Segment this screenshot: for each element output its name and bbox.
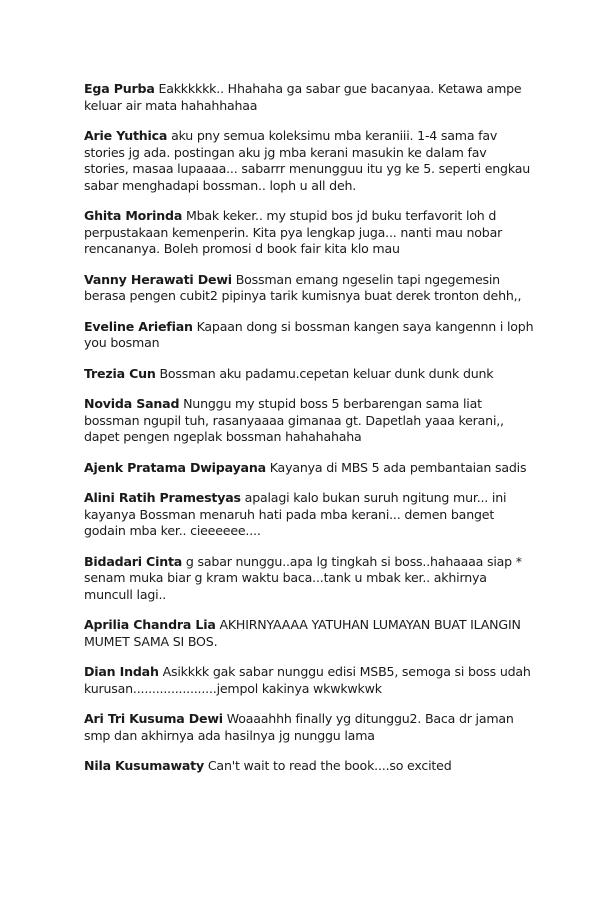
comment-list [84, 81, 534, 789]
comment-author: Ghita Morinda [84, 208, 183, 223]
comment-author: Arie Yuthica [84, 128, 168, 143]
comment-text: Kayanya di MBS 5 ada pembantaian sadis [269, 459, 527, 475]
comment-item [84, 319, 534, 352]
comment-author: Eveline Ariefian [84, 318, 193, 334]
comment-text: AKHIRNYAAAA YATUHAN LUMAYAN BUAT ILANGIN MUMET SAMA SI BOS. [84, 617, 521, 649]
comment-item [84, 366, 534, 383]
comment-item [84, 81, 534, 114]
comment-item [84, 272, 534, 305]
comment-text: Woaaahhh finally yg ditunggu2. Baca dr jaman smp dan akhirnya ada hasilnya jg nunggu lama [84, 711, 514, 743]
comment-text: g sabar nunggu..apa lg tingkah si boss..hahaaaa siap * senam muka biar g kram waktu baca...tank u mbak ker.. akhirnya muncull lagi.. [84, 553, 522, 602]
comment-author: Ajenk Pratama Dwipayana [84, 459, 266, 475]
comment-item [84, 490, 534, 540]
comment-text: Bossman emang ngeselin tapi ngegemesin berasa pengen cubit2 pipinya tarik kumisnya buat derek tronton dehh,, [84, 271, 522, 303]
comment-author: Nila Kusumawaty [84, 758, 205, 773]
comment-item [84, 396, 534, 446]
comment-item [84, 460, 534, 477]
comment-author: Trezia Cun [84, 365, 156, 381]
comment-item [84, 664, 534, 697]
comment-text: apalagi kalo bukan suruh ngitung mur... ini kayanya Bossman menaruh hati pada mba kerani... demen banget godain mba ker.. cieeeeee.... [84, 490, 507, 538]
comment-text: aku pny semua koleksimu mba keraniii. 1-4 sama fav stories jg ada. postingan aku jg mba kerani masukin ke dalam fav stories, masaa lupaaaa... sabarrr menungguu itu yg ke 5. seperti engkau sabar menghadapi bossman.. loph u all deh. [84, 128, 530, 193]
comment-item [84, 128, 534, 194]
comment-text: Mbak keker.. my stupid bos jd buku terfavorit loh d perpustakaan kemenperin. Kita pya lengkap juga... nanti mau nobar rencananya. Boleh promosi d book fair kita klo mau [84, 208, 503, 256]
comment-author: Dian Indah [84, 664, 159, 679]
comment-item [84, 711, 534, 744]
comment-author: Ega Purba [84, 81, 155, 96]
comment-author: Aprilia Chandra Lia [84, 617, 216, 632]
comment-text: Eakkkkkk.. Hhahaha ga sabar gue bacanyaa. Ketawa ampe keluar air mata hahahhahaa [84, 81, 522, 113]
comment-text: Can't wait to read the book....so excited [207, 758, 452, 773]
comment-author: Bidadari Cinta [84, 553, 183, 569]
comment-author: Ari Tri Kusuma Dewi [84, 711, 223, 726]
comment-text: Asikkkk gak sabar nunggu edisi MSB5, semoga si boss udah kurusan......................jempol kakinya wkwkwkwk [84, 664, 531, 696]
comment-text: Nunggu my stupid boss 5 berbarengan sama liat bossman ngupil tuh, rasanyaaaa gimanaa gt. Dapetlah yaaa kerani,, dapet pengen ngeplak bossman hahahahaha [84, 396, 504, 444]
comment-item [84, 758, 534, 775]
comment-author: Vanny Herawati Dewi [84, 271, 232, 287]
comment-item [84, 554, 534, 604]
comment-text: Bossman aku padamu.cepetan keluar dunk dunk dunk [159, 365, 494, 381]
comment-text: Kapaan dong si bossman kangen saya kangennn i loph you bosman [84, 318, 534, 350]
comment-author: Alini Ratih Pramestyas [84, 490, 241, 505]
comment-item [84, 208, 534, 258]
comment-author: Novida Sanad [84, 396, 180, 411]
comment-item [84, 617, 534, 650]
